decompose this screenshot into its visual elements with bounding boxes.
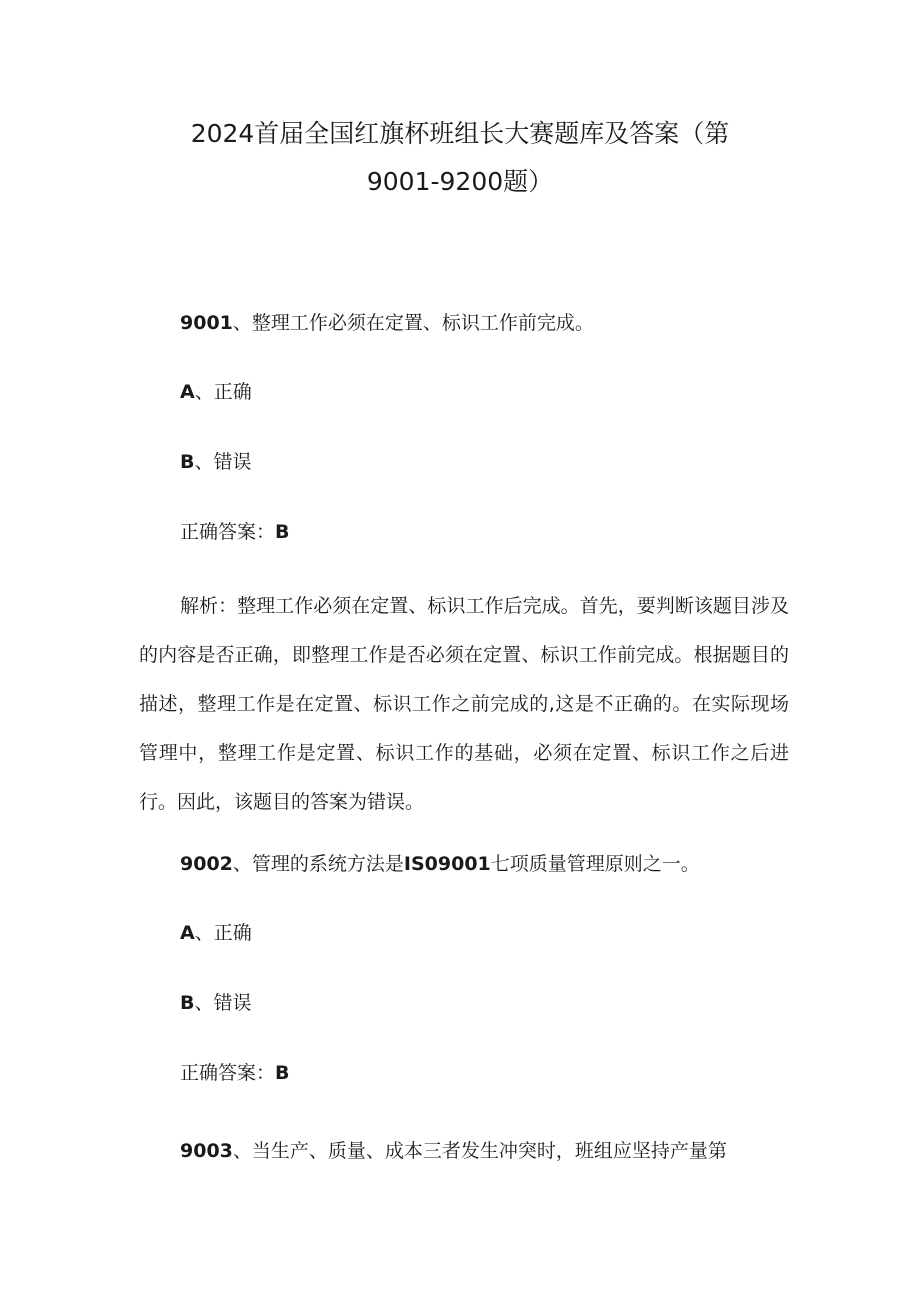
option-b bbox=[180, 447, 252, 477]
option-separator: 、 bbox=[194, 381, 214, 403]
correct-answer bbox=[180, 517, 290, 547]
option-text: 正确 bbox=[213, 381, 252, 403]
question-number: 9002 bbox=[180, 853, 233, 875]
option-separator: 、 bbox=[194, 922, 214, 944]
answer-label: 正确答案： bbox=[180, 1062, 276, 1084]
option-a bbox=[180, 377, 252, 407]
answer-value: B bbox=[275, 521, 290, 543]
question-number: 9001 bbox=[180, 312, 233, 334]
option-letter: A bbox=[180, 381, 195, 403]
option-letter: B bbox=[180, 992, 195, 1014]
option-text: 错误 bbox=[213, 992, 252, 1014]
question-separator: 、 bbox=[232, 853, 252, 875]
standard-code: IS09001 bbox=[403, 853, 491, 875]
analysis-paragraph: 解析：整理工作必须在定置、标识工作后完成。首先，要判断该题目涉及的内容是否正确，即整理工作是否必须在定置、标识工作前完成。根据题目的描述，整理工作是在定置、标识工作之前完成的,这是不正确的。在实际现场管理中，整理工作是定置、标识工作的基础，必须在定置、标识工作之后进行。因此，该题目的答案为错误。 bbox=[139, 595, 789, 813]
option-text: 错误 bbox=[213, 451, 252, 473]
document-title bbox=[120, 110, 800, 206]
option-letter: B bbox=[180, 451, 195, 473]
question-separator: 、 bbox=[232, 312, 252, 334]
answer-value: B bbox=[275, 1062, 290, 1084]
correct-answer bbox=[180, 1058, 290, 1088]
option-separator: 、 bbox=[194, 992, 214, 1014]
question-9002 bbox=[180, 849, 700, 879]
option-separator: 、 bbox=[194, 451, 214, 473]
option-b bbox=[180, 988, 252, 1018]
answer-label: 正确答案： bbox=[180, 521, 276, 543]
question-text: 管理的系统方法是 bbox=[251, 853, 404, 875]
title-line-2: 9001-9200题） bbox=[366, 167, 554, 196]
option-letter: A bbox=[180, 922, 195, 944]
question-9001 bbox=[180, 308, 594, 338]
question-text: 整理工作必须在定置、标识工作前完成。 bbox=[251, 312, 594, 334]
option-a bbox=[180, 918, 252, 948]
title-line-1: 2024首届全国红旗杯班组长大赛题库及答案（第 bbox=[190, 119, 730, 148]
question-text: 当生产、质量、成本三者发生冲突时，班组应坚持产量第 bbox=[251, 1140, 727, 1162]
option-text: 正确 bbox=[213, 922, 252, 944]
question-9003 bbox=[180, 1136, 727, 1166]
question-number: 9003 bbox=[180, 1140, 233, 1162]
question-text-tail: 七项质量管理原则之一。 bbox=[490, 853, 700, 875]
question-separator: 、 bbox=[232, 1140, 252, 1162]
